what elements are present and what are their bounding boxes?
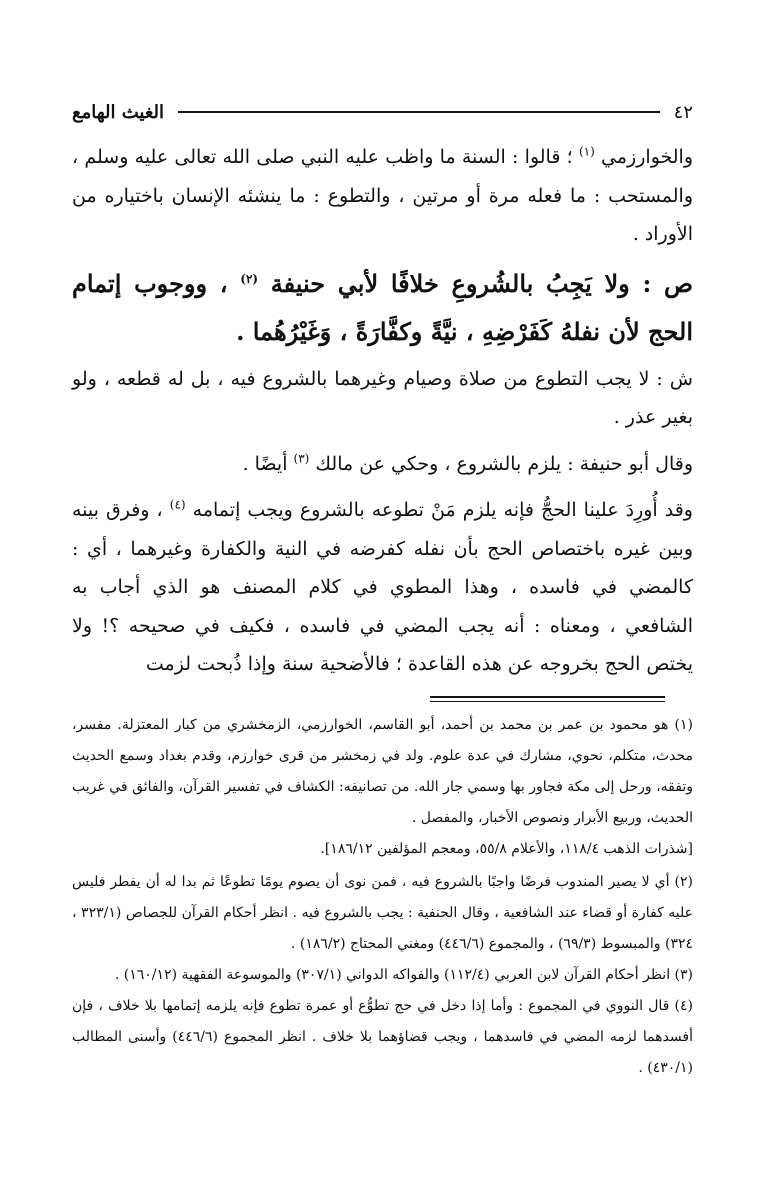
- header-rule: [178, 111, 660, 113]
- footnote-separator: [430, 696, 665, 702]
- footnote-ref-3: (٣): [293, 451, 310, 466]
- main-text: [72, 138, 693, 684]
- text-run: وقد أُورِدَ علينا الحجُّ فإنه يلزم مَنْ تطوعه بالشروع ويجب إتمامه: [192, 499, 693, 521]
- footnote-ref-4: (٤): [169, 497, 186, 512]
- text-run: ص : ولا يَجِبُ بالشُروعِ خلافًا لأبي حنيفة: [270, 268, 694, 298]
- footnote-ref-2: (٢): [240, 271, 259, 286]
- running-header: [72, 98, 693, 126]
- hajj-paragraph: [72, 491, 693, 684]
- text-run: والخوارزمي: [601, 146, 694, 168]
- text-run: وقال أبو حنيفة : يلزم بالشروع ، وحكي عن مالك: [315, 452, 693, 475]
- footnote-1-sources: [شذرات الذهب ١١٨/٤، والأعلام ٥٥/٨، ومعجم المؤلفين ١٨٦/١٢].: [320, 841, 693, 857]
- text-run: ، ووجوب إتمام الحج لأن نفلهُ كَفَرْضِهِ ، نيَّةً وكفَّارَةً ، وَغَيْرُهُما .: [72, 268, 693, 346]
- footnote-1: (١) هو محمود بن عمر بن محمد بن أحمد، أبو القاسم، الخوارزمي، الزمخشري من كبار المعتزلة. مفسر، محدث، متكلم، نحوي، مشارك في عدة علوم. ولد في زمخشر من قرى خوارزم، وقدم بغداد وسمع الحديث وتفقه، ورحل إلى مكة فجاور بها وسمي جار الله. من تصانيفه: الكشاف في تفسير القرآن، والفائق في غريب الحديث، وربيع الأبرار ونصوص الأخبار، والمفصل .: [72, 717, 693, 826]
- text-run: ش : لا يجب التطوع من صلاة وصيام وغيرهما بالشروع فيه ، بل له قطعه ، ولو بغير عذر .: [72, 367, 693, 428]
- page-number: ٤٢: [673, 101, 693, 123]
- abu-hanifa-paragraph: [72, 445, 693, 484]
- text-run: أيضًا .: [242, 452, 288, 475]
- sharh-paragraph: [72, 360, 693, 437]
- footnote-ref-1: (١): [578, 144, 595, 159]
- footnote-2: (٢) أي لا يصير المندوب فرضًا واجبًا بالشروع فيه ، فمن نوى أن يصوم يومًا تطوعًا ثم بدا له أن يفطر فليس عليه كفارة أو قضاء عند الشافعية ، وقال الحنفية : يجب بالشروع فيه . انظر أحكام القرآن للجصاص (٣٢٣/١ ، ٣٢٤) والمبسوط (٦٩/٣) ، والمجموع (٤٤٦/٦) ومغني المحتاج (١٨٦/٢) .: [72, 874, 694, 952]
- footnotes: [72, 710, 693, 1084]
- text-run: ، وفرق بينه وبين غيره باختصاص الحج بأن نفله كفرضه في النية والكفارة وغيرهما ، أي : كالمضي في فاسده ، وهذا المطوي في كلام المصنف هو الذي أجاب به الشافعي ، ومعناه : أنه يجب المضي في فاسده ، فكيف في صحيحه ؟! ولا يختص الحج بخروجه عن هذه القاعدة ؛ فالأضحية سنة وإذا ذُبحت لزمت: [72, 499, 693, 675]
- book-title: الغيث الهامع: [72, 101, 165, 123]
- footnote-4: (٤) قال النووي في المجموع : وأما إذا دخل في حج تطوُّع أو عمرة تطوع فإنه يلزمه إتمامها بلا خلاف ، فإن أفسدهما لزمه المضي في فاسدهما ، ويجب قضاؤهما بلا خلاف . انظر المجموع (٤٤٦/٦) وأسنى المطالب (٤٣٠/١) .: [72, 998, 693, 1076]
- footnote-3: (٣) انظر أحكام القرآن لابن العربي (١١٢/٤) والفواكه الدواني (٣٠٧/١) والموسوعة الفقهية (١٦٠/١٢) .: [114, 967, 693, 983]
- matn-statement: [72, 260, 693, 356]
- paragraph-definitions: [72, 138, 693, 254]
- text-run: ؛ قالوا : السنة ما واظب عليه النبي صلى الله تعالى عليه وسلم ، والمستحب : ما فعله مرة أو مرتين ، والتطوع : ما ينشئه الإنسان باختياره من الأوراد .: [72, 146, 693, 245]
